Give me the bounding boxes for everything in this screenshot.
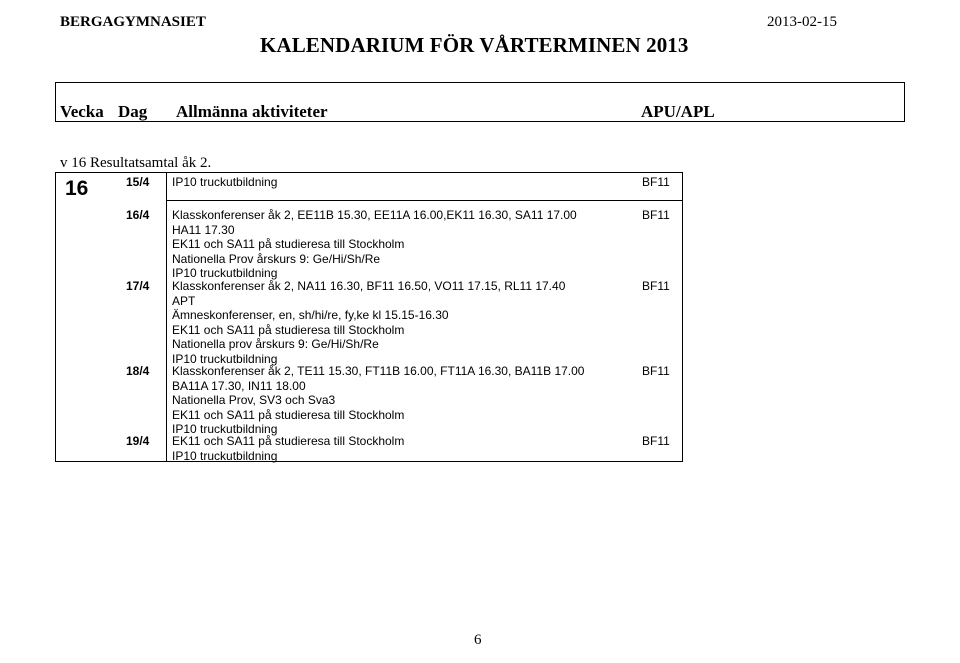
apu-value: BF11 — [642, 175, 670, 189]
day-date: 16/4 — [126, 208, 150, 222]
apu-value: BF11 — [642, 279, 670, 293]
column-divider — [166, 173, 167, 461]
activity-item: APT — [172, 293, 196, 308]
activity-item: Ämneskonferenser, en, sh/hi/re, fy,ke kl 15.15-16.30 — [172, 308, 449, 322]
column-header-apu-apl: APU/APL — [641, 102, 715, 121]
activity-item: Nationella Prov årskurs 9: Ge/Hi/Sh/Re — [172, 251, 381, 266]
row-divider — [166, 200, 683, 201]
activity-item: IP10 truckutbildning — [172, 266, 278, 280]
activity-item: EK11 och SA11 på studieresa till Stockholm — [172, 237, 405, 251]
activity-item: HA11 17.30 — [172, 222, 235, 237]
activity-item: EK11 och SA11 på studieresa till Stockholm — [172, 434, 405, 448]
week-table — [55, 172, 683, 462]
activity-item: EK11 och SA11 på studieresa till Stockholm — [172, 322, 405, 337]
activity-item: EK11 och SA11 på studieresa till Stockholm — [172, 407, 405, 422]
day-date: 17/4 — [126, 279, 150, 293]
activities-list — [172, 279, 642, 366]
school-name: BERGAGYMNASIET — [60, 14, 206, 30]
table-header — [55, 82, 905, 122]
week-number: 16 — [65, 177, 89, 200]
day-date: 18/4 — [126, 364, 150, 378]
activity-item: IP10 truckutbildning — [172, 448, 278, 463]
apu-value: BF11 — [642, 208, 670, 222]
activity-item: Nationella prov årskurs 9: Ge/Hi/Sh/Re — [172, 337, 379, 351]
day-date: 19/4 — [126, 434, 150, 448]
page-title: KALENDARIUM FÖR VÅRTERMINEN 2013 — [260, 33, 689, 57]
apu-value: BF11 — [642, 364, 670, 378]
activity-item: IP10 truckutbildning — [172, 175, 278, 189]
activity-item: BA11A 17.30, IN11 18.00 — [172, 378, 306, 393]
activities-list — [172, 434, 642, 463]
week-note: v 16 Resultatsamtal åk 2. — [60, 155, 212, 171]
page-number: 6 — [474, 632, 482, 648]
activity-item: Klasskonferenser åk 2, EE11B 15.30, EE11A 16.00,EK11 16.30, SA11 17.00 — [172, 208, 577, 222]
activities-list — [172, 175, 642, 190]
column-header-allmanna-aktiviteter: Allmänna aktiviteter — [176, 102, 328, 121]
column-header-dag: Dag — [118, 102, 148, 121]
activity-item: Klasskonferenser åk 2, NA11 16.30, BF11 16.50, VO11 17.15, RL11 17.40 — [172, 279, 566, 293]
activities-list — [172, 364, 642, 437]
activity-item: Klasskonferenser åk 2, TE11 15.30, FT11B 16.00, FT11A 16.30, BA11B 17.00 — [172, 364, 585, 378]
activity-item: Nationella Prov, SV3 och Sva3 — [172, 393, 336, 407]
document-date: 2013-02-15 — [767, 14, 837, 30]
activities-list — [172, 208, 642, 281]
apu-value: BF11 — [642, 434, 670, 448]
activity-item: IP10 truckutbildning — [172, 422, 278, 436]
column-header-vecka: Vecka — [60, 102, 104, 121]
activity-item: IP10 truckutbildning — [172, 351, 278, 366]
day-date: 15/4 — [126, 175, 150, 189]
